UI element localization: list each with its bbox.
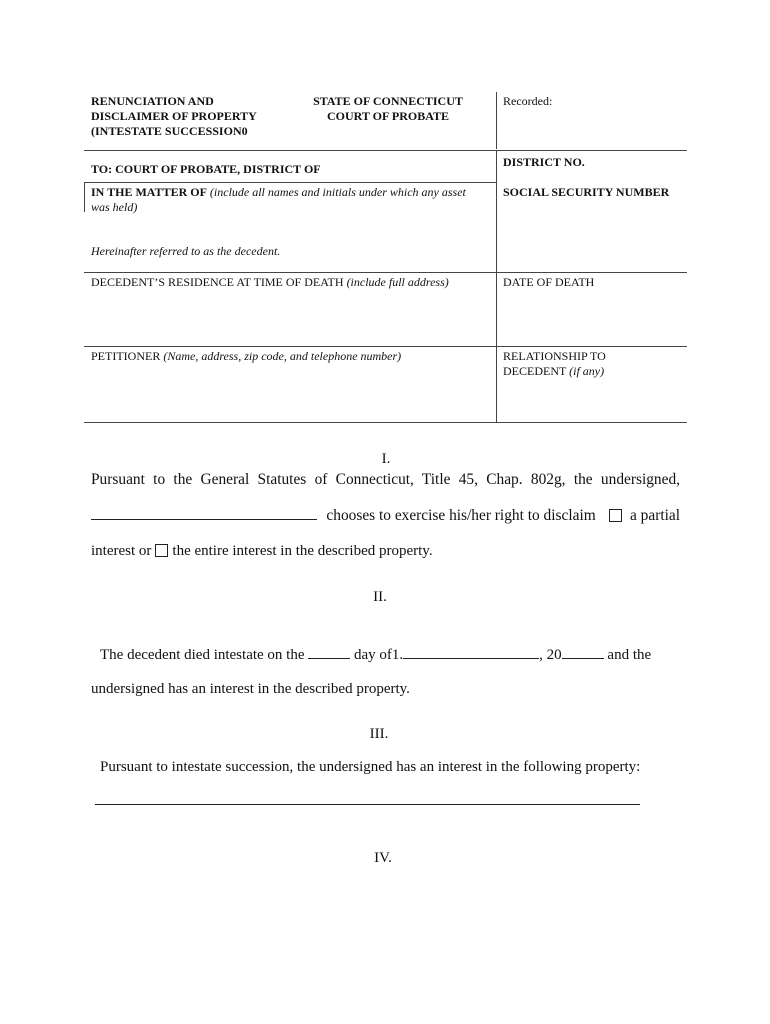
matter-of-label: IN THE MATTER OF bbox=[91, 185, 207, 199]
relationship-label bbox=[503, 349, 606, 379]
relationship-line-1: RELATIONSHIP TO bbox=[503, 349, 606, 363]
year-blank[interactable] bbox=[562, 645, 604, 659]
form-title-line-2: DISCLAIMER OF PROPERTY bbox=[91, 109, 257, 123]
section-1-line-2 bbox=[91, 506, 680, 525]
relationship-line-2: DECEDENT bbox=[503, 364, 567, 378]
month-blank[interactable] bbox=[403, 645, 539, 659]
residence-field[interactable] bbox=[91, 275, 491, 290]
petitioner-note: (Name, address, zip code, and telephone number) bbox=[163, 349, 402, 363]
district-no-label: DISTRICT NO. bbox=[503, 155, 585, 169]
entire-interest-label: the entire interest in the described property. bbox=[172, 543, 433, 559]
matter-of-field[interactable] bbox=[91, 185, 491, 215]
matter-of-note-1: (include all names and initials under which any asset bbox=[209, 185, 466, 199]
partial-interest-option bbox=[605, 507, 680, 525]
petitioner-field[interactable] bbox=[91, 349, 491, 364]
section-2-numeral: II. bbox=[373, 589, 387, 605]
form-title bbox=[91, 94, 301, 139]
section-2-line-2: undersigned has an interest in the described property. bbox=[91, 681, 410, 697]
section-3-numeral: III. bbox=[369, 726, 389, 742]
court-heading-line-1: STATE OF CONNECTICUT bbox=[313, 94, 463, 108]
residence-label: DECEDENT’S RESIDENCE AT TIME OF DEATH bbox=[91, 275, 344, 289]
to-court-district-label: TO: COURT OF PROBATE, DISTRICT OF bbox=[91, 162, 321, 176]
section-1-numeral: I. bbox=[381, 451, 391, 467]
form-title-line-1: RENUNCIATION AND bbox=[91, 94, 214, 108]
decedent-note: Hereinafter referred to as the decedent. bbox=[91, 244, 281, 258]
petitioner-label: PETITIONER bbox=[91, 349, 161, 363]
section-3-line-1: Pursuant to intestate succession, the undersigned has an interest in the following property: bbox=[100, 759, 641, 775]
court-heading-line-2: COURT OF PROBATE bbox=[326, 109, 450, 123]
section-1-line-1: Pursuant to the General Statutes of Connecticut, Title 45, Chap. 802g, the undersigned, bbox=[91, 471, 680, 488]
table-divider-top bbox=[496, 92, 497, 149]
table-rule-1 bbox=[84, 150, 687, 151]
table-rule-4 bbox=[84, 346, 687, 347]
matter-of-note-2: was held) bbox=[91, 200, 138, 214]
year-prefix: , 20 bbox=[539, 647, 562, 663]
undersigned-name-blank[interactable] bbox=[91, 506, 317, 520]
residence-note: (include full address) bbox=[346, 275, 449, 289]
form-title-line-3: (INTESTATE SUCCESSION0 bbox=[91, 124, 248, 138]
property-description-line[interactable] bbox=[95, 804, 640, 805]
partial-interest-label: a partial bbox=[629, 507, 680, 524]
interest-or-text: interest or bbox=[91, 543, 152, 559]
table-rule-5 bbox=[84, 422, 687, 423]
table-rule-3 bbox=[84, 272, 687, 273]
section-4-numeral: IV. bbox=[374, 850, 392, 866]
died-intestate-text: The decedent died intestate on the bbox=[100, 647, 305, 663]
section-1-line-3 bbox=[91, 542, 433, 560]
partial-interest-checkbox[interactable] bbox=[609, 509, 622, 522]
ssn-label: SOCIAL SECURITY NUMBER bbox=[503, 185, 670, 199]
and-the-text: and the bbox=[607, 647, 652, 663]
court-heading bbox=[300, 94, 476, 124]
table-rule-2 bbox=[84, 182, 496, 183]
section-2-line-1 bbox=[100, 645, 651, 664]
table-divider bbox=[496, 150, 497, 422]
day-of-text: day of1. bbox=[354, 647, 404, 663]
date-of-death-label: DATE OF DEATH bbox=[503, 275, 595, 289]
relationship-note: (if any) bbox=[569, 364, 605, 378]
entire-interest-checkbox[interactable] bbox=[155, 544, 168, 557]
table-left-edge bbox=[84, 182, 85, 212]
recorded-label: Recorded: bbox=[503, 94, 553, 108]
disclaim-text: chooses to exercise his/her right to disclaim bbox=[326, 507, 596, 524]
day-blank[interactable] bbox=[308, 645, 350, 659]
